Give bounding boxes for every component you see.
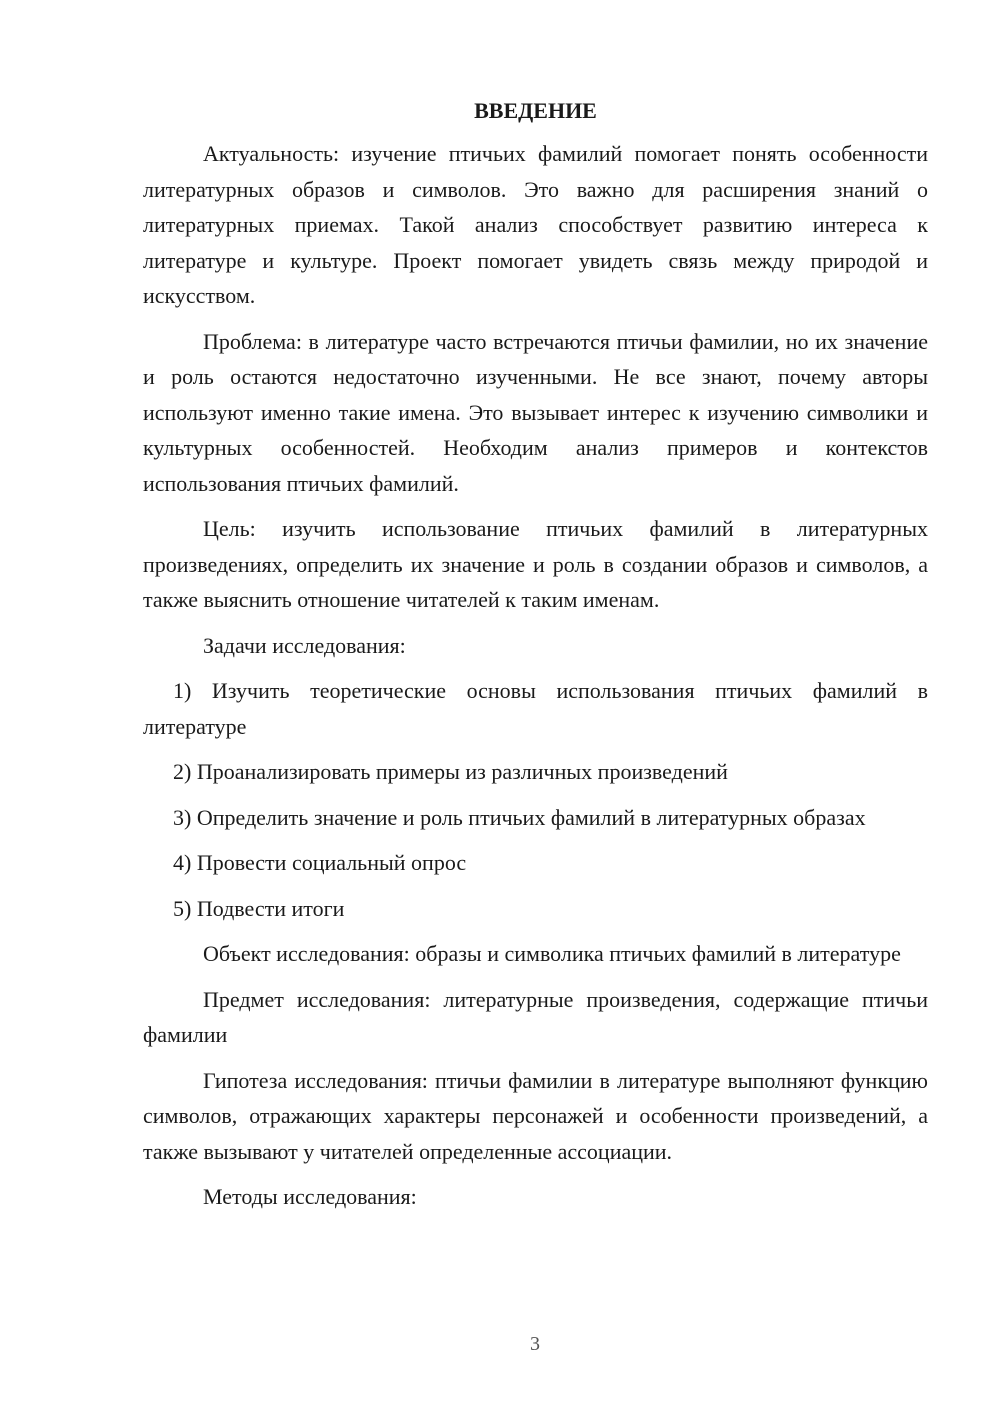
paragraph-object: Объект исследования: образы и символика птичьих фамилий в литературе [203, 941, 901, 966]
task-item-3: 3) Определить значение и роль птичьих фамилий в литературных образах [173, 804, 866, 830]
page-title: ВВЕДЕНИЕ [474, 98, 597, 123]
paragraph-hypothesis: Гипотеза исследования: птичьи фамилии в литературе выполняют функцию символов, отражающих характеры персонажей и особенности произведений, а также вызывают у читателей определенные ассоциации. [143, 1067, 928, 1164]
task-item-5: 5) Подвести итоги [173, 895, 345, 921]
paragraph-problem: Проблема: в литературе часто встречаются птичьи фамилии, но их значение и роль остаются недостаточно изученными. Не все знают, почему авторы используют именно такие имена. Это вызывает интерес к изучению символики и культурных особенностей. Необходим анализ примеров и контекстов использования птичьих фамилий. [143, 328, 928, 496]
task-item-4: 4) Провести социальный опрос [173, 850, 467, 875]
page-number: 3 [530, 1333, 540, 1355]
paragraph-subject: Предмет исследования: литературные произведения, содержащие птичьи фамилии [143, 986, 928, 1047]
document-page [143, 96, 928, 1225]
paragraph-tasks-heading: Задачи исследования: [203, 632, 406, 658]
paragraph-relevance: Актуальность: изучение птичьих фамилий помогает понять особенности литературных образов и символов. Это важно для расширения знаний о литературных приемах. Такой анализ способствует развитию интереса к литературе и культуре. Проект помогает увидеть связь между природой и искусством. [143, 141, 928, 308]
task-item-1: 1) Изучить теоретические основы использования птичьих фамилий в литературе [143, 678, 928, 739]
paragraph-goal: Цель: изучить использование птичьих фамилий в литературных произведениях, определить их значение и роль в создании образов и символов, а также выяснить отношение читателей к таким именам. [143, 516, 928, 612]
task-item-2: 2) Проанализировать примеры из различных произведений [173, 759, 728, 784]
paragraph-methods: Методы исследования: [203, 1184, 417, 1209]
